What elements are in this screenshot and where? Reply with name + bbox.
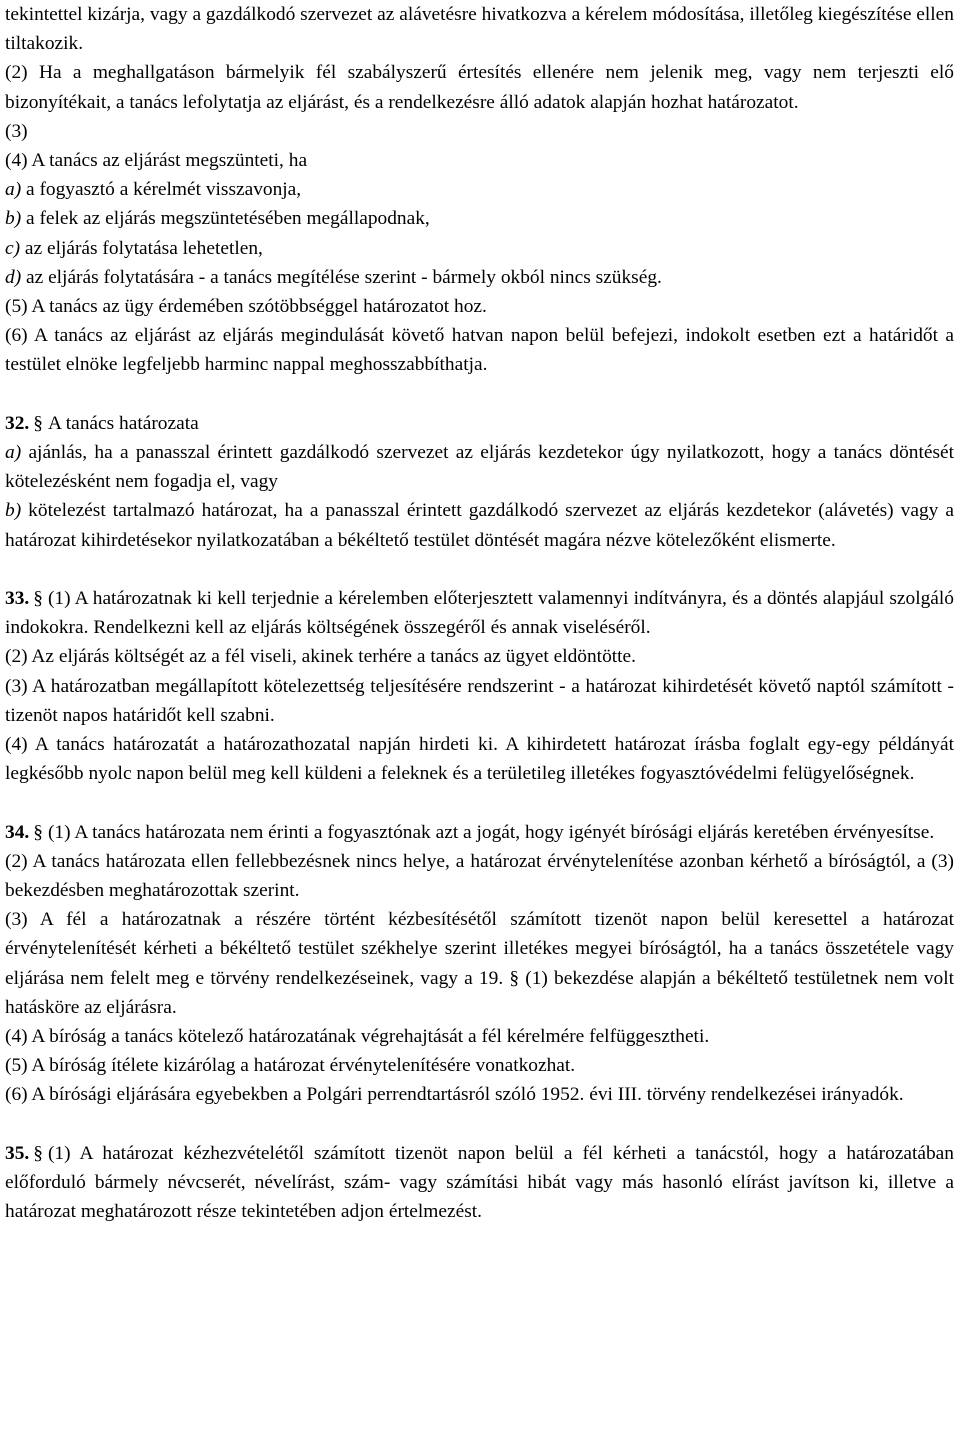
item-letter: c) [5, 237, 21, 259]
paragraph-text: (1) A tanács határozata nem érinti a fogyasztónak azt a jogát, hogy igényét bírósági eljárás keretében érvényesítse. [47, 821, 935, 843]
section-number: 32. [5, 412, 30, 434]
item-text: ajánlás, ha a panasszal érintett gazdálkodó szervezet az eljárás kezdetekor úgy nyilatkozott, hogy a tanács döntését kötelezésként nem fogadja el, vagy [5, 442, 954, 493]
section-symbol: § [33, 821, 43, 843]
paragraph: tekintettel kizárja, vagy a gazdálkodó szervezet az alávetésre hivatkozva a kérelem módosítása, illetőleg kiegészítése ellen tiltakozik. [5, 4, 954, 55]
section-number: 35. [5, 1142, 30, 1164]
list-item [5, 438, 954, 496]
paragraph: (4) A bíróság a tanács kötelező határozatának végrehajtását a fél kérelmére felfüggesztheti. [5, 1026, 710, 1048]
paragraph: (5) A tanács az ügy érdemében szótöbbséggel határozatot hoz. [5, 296, 487, 318]
paragraph-text: (1) A határozat kézhezvételétől számított tizenöt napon belül a fél kérheti a tanácstól, hogy a határozatában előforduló bármely névcserét, névelírást, szám- vagy számítási hibát vagy más hasonló elírást javítson ki, illetve a határozat meghatározott része tekintetében adjon értelmezést. [5, 1142, 954, 1223]
paragraph: (4) A tanács az eljárást megszünteti, ha [5, 150, 308, 172]
section-symbol: § [33, 1142, 43, 1164]
paragraph [5, 1139, 954, 1227]
section-34 [5, 818, 954, 1110]
section-33 [5, 584, 954, 788]
list-item [5, 234, 954, 263]
section-title: A tanács határozata [47, 412, 199, 434]
section-32 [5, 409, 954, 555]
section-symbol: § [33, 588, 43, 610]
paragraph: (2) A tanács határozata ellen fellebbezésnek nincs helye, a határozat érvénytelenítése azonban kérhető a bíróságtól, a (3) bekezdésben meghatározottak szerint. [5, 850, 954, 902]
paragraph: (4) A tanács határozatát a határozathozatal napján hirdeti ki. A kihirdetett határozat írásba foglalt egy-egy példányát legkésőbb nyolc napon belül meg kell küldeni a feleknek és a területileg illetékes fogyasztóvédelmi felügyelőségnek. [5, 734, 954, 785]
section-number: 34. [5, 821, 30, 843]
item-letter: b) [5, 208, 22, 230]
item-text: a felek az eljárás megszüntetésében megállapodnak, [21, 208, 430, 230]
section-31-continuation [5, 0, 954, 380]
paragraph [5, 584, 954, 642]
paragraph-text: (1) A határozatnak ki kell terjednie a kérelemben előterjesztett valamennyi indítványra, és a döntés alapjául szolgáló indokokra. Rendelkezni kell az eljárás költségének összegéről és annak viseléséről. [5, 588, 954, 639]
section-35 [5, 1139, 954, 1227]
item-text: az eljárás folytatása lehetetlen, [20, 237, 263, 259]
list-item [5, 496, 954, 554]
section-heading [5, 409, 954, 438]
paragraph: (3) A fél a határozatnak a részére történt kézbesítésétől számított tizenöt napon belül keresettel a határozat érvénytelenítését kérheti a békéltető testület székhelye szerint illetékes megyei bíróságtól, ha a tanács összetétele vagy eljárása nem felelt meg e törvény rendelkezéseinek, vagy a 19. § (1) bekezdése alapján a békéltető testületnek nem volt hatásköre az eljárásra. [5, 909, 954, 1018]
item-letter: d) [5, 266, 22, 288]
paragraph: (6) A bírósági eljárására egyebekben a Polgári perrendtartásról szóló 1952. évi III. törvény rendelkezései irányadók. [5, 1084, 904, 1106]
list-item [5, 204, 954, 233]
section-symbol: § [33, 412, 43, 434]
paragraph: (3) [5, 120, 28, 142]
section-number: 33. [5, 588, 30, 610]
item-letter: a) [5, 442, 22, 464]
item-text: kötelezést tartalmazó határozat, ha a panasszal érintett gazdálkodó szervezet az eljárás kezdetekor (alávetés) vagy a határozat kihirdetésekor nyilatkozatában a békéltető testület döntését magára nézve kötelezőként elismerte. [5, 500, 954, 551]
item-letter: a) [5, 179, 22, 201]
paragraph: (6) A tanács az eljárást az eljárás megindulását követő hatvan napon belül befejezi, indokolt esetben ezt a határidőt a testület elnöke legfeljebb harminc nappal meghosszabbíthatja. [5, 325, 954, 376]
list-item [5, 263, 954, 292]
paragraph: (2) Ha a meghallgatáson bármelyik fél szabályszerű értesítés ellenére nem jelenik meg, vagy nem terjeszti elő bizonyítékait, a tanács lefolytatja az eljárást, és a rendelkezésre álló adatok alapján hozhat határozatot. [5, 62, 954, 113]
item-text: az eljárás folytatására - a tanács megítélése szerint - bármely okból nincs szükség. [21, 266, 662, 288]
paragraph: (5) A bíróság ítélete kizárólag a határozat érvénytelenítésére vonatkozhat. [5, 1055, 576, 1077]
list-item [5, 175, 954, 204]
item-letter: b) [5, 500, 22, 522]
paragraph [5, 818, 954, 847]
item-text: a fogyasztó a kérelmét visszavonja, [21, 179, 302, 201]
paragraph: (3) A határozatban megállapított kötelezettség teljesítésére rendszerint - a határozat kihirdetését követő naptól számított - tizenöt napos határidőt kell szabni. [5, 675, 954, 726]
paragraph: (2) Az eljárás költségét az a fél viseli, akinek terhére a tanács az ügyet eldöntötte. [5, 646, 636, 668]
